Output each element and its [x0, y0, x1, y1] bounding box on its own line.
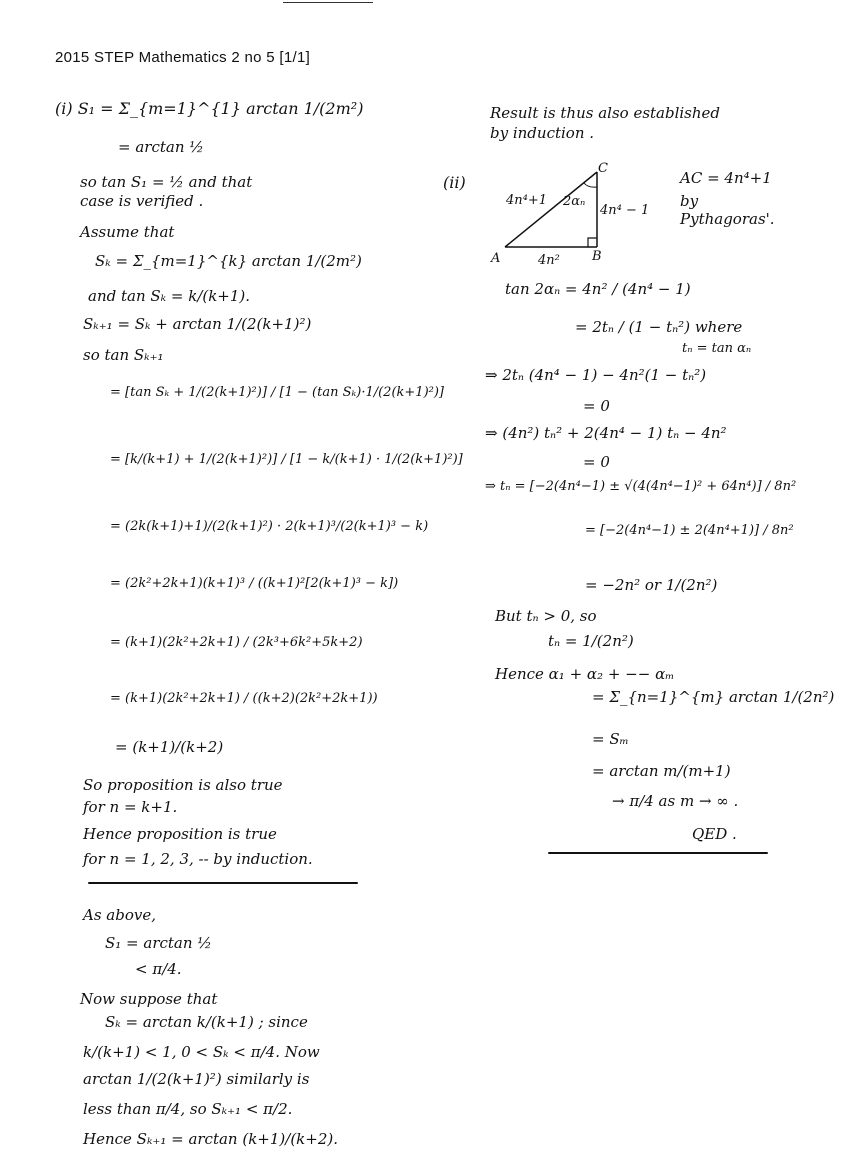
base-label: 4n²: [538, 253, 560, 268]
left-line-8: Sₖ₊₁ = Sₖ + arctan 1/(2(k+1)²): [83, 315, 312, 333]
vertex-c-label: C: [598, 161, 608, 176]
angle-label: 2αₙ: [563, 194, 586, 209]
work-line-6: ⇒ (4n²) tₙ² + 2(4n⁴ − 1) tₙ − 4n²: [485, 424, 727, 442]
left-line-6: Sₖ = Σ_{m=1}^{k} arctan 1/(2m²): [95, 252, 362, 270]
right-intro-2: by induction .: [490, 124, 595, 142]
hypotenuse-label: 4n⁴+1: [506, 193, 548, 208]
left-line-7: and tan Sₖ = k/(k+1).: [88, 287, 251, 305]
right-intro-1: Result is thus also established: [490, 104, 721, 122]
left-line-17: So proposition is also true: [83, 776, 283, 794]
angle-arc: [584, 183, 597, 187]
left-line-5: Assume that: [80, 223, 175, 241]
left-line-10: = [tan Sₖ + 1/(2(k+1)²)] / [1 − (tan Sₖ)·1/(2(k+1)²)]: [110, 385, 444, 400]
left-line-9: so tan Sₖ₊₁: [83, 346, 164, 364]
left-line-3: so tan S₁ = ½ and that: [80, 173, 253, 191]
left-line-4: case is verified .: [80, 192, 204, 210]
left-line-14: = (k+1)(2k²+2k+1) / (2k³+6k²+5k+2): [110, 635, 363, 650]
qed-label: QED .: [692, 825, 737, 843]
page-header: 2015 STEP Mathematics 2 no 5 [1/1]: [55, 49, 311, 66]
bound-line-1: As above,: [83, 906, 156, 924]
vertex-b-label: B: [592, 249, 602, 264]
bound-line-7: arctan 1/(2(k+1)²) similarly is: [83, 1070, 310, 1088]
work-line-15: = Sₘ: [592, 730, 629, 748]
left-line-20: for n = 1, 2, 3, -- by induction.: [83, 850, 313, 868]
work-line-1: tan 2αₙ = 4n² / (4n⁴ − 1): [505, 280, 691, 298]
right-angle-mark: [588, 238, 597, 247]
work-line-7: = 0: [583, 453, 610, 471]
pythagoras-line-2: by: [680, 192, 699, 210]
top-divider: [283, 2, 373, 3]
left-line-12: = (2k(k+1)+1)/(2(k+1)²) · 2(k+1)³/(2(k+1)³ − k): [110, 519, 429, 534]
bound-line-6: k/(k+1) < 1, 0 < Sₖ < π/4. Now: [83, 1043, 320, 1061]
work-line-5: = 0: [583, 397, 610, 415]
work-line-13: Hence α₁ + α₂ + −− αₘ: [495, 665, 675, 683]
bound-line-8: less than π/4, so Sₖ₊₁ < π/2.: [83, 1100, 293, 1118]
left-line-13: = (2k²+2k+1)(k+1)³ / ((k+1)²[2(k+1)³ − k]): [110, 576, 399, 591]
work-line-12: tₙ = 1/(2n²): [548, 632, 634, 650]
vertex-a-label: A: [491, 251, 501, 266]
left-line-1: (i) S₁ = Σ_{m=1}^{1} arctan 1/(2m²): [55, 99, 364, 118]
part-ii-label: (ii): [443, 173, 466, 192]
bound-line-3: < π/4.: [135, 960, 182, 978]
pythagoras-line-1: AC = 4n⁴+1: [680, 169, 772, 187]
work-line-9: = [−2(4n⁴−1) ± 2(4n⁴+1)] / 8n²: [585, 523, 794, 538]
left-line-18: for n = k+1.: [83, 798, 178, 816]
work-line-17: → π/4 as m → ∞ .: [612, 792, 739, 810]
work-line-4: ⇒ 2tₙ (4n⁴ − 1) − 4n²(1 − tₙ²): [485, 366, 707, 384]
bound-line-9: Hence Sₖ₊₁ = arctan (k+1)/(k+2).: [83, 1130, 338, 1148]
bound-line-4: Now suppose that: [80, 990, 218, 1008]
bound-line-2: S₁ = arctan ½: [105, 934, 212, 952]
left-line-15: = (k+1)(2k²+2k+1) / ((k+2)(2k²+2k+1)): [110, 691, 378, 706]
left-divider: [88, 882, 358, 884]
vertical-side-label: 4n⁴ − 1: [600, 203, 650, 218]
work-line-3: tₙ = tan αₙ: [682, 341, 752, 356]
left-line-19: Hence proposition is true: [83, 825, 277, 843]
left-line-16: = (k+1)/(k+2): [115, 738, 224, 756]
work-line-10: = −2n² or 1/(2n²): [585, 576, 718, 594]
left-line-2: = arctan ½: [118, 138, 204, 156]
right-divider: [548, 852, 768, 854]
work-line-11: But tₙ > 0, so: [495, 607, 597, 625]
work-line-16: = arctan m/(m+1): [592, 762, 731, 780]
work-line-14: = Σ_{n=1}^{m} arctan 1/(2n²): [592, 688, 835, 706]
left-line-11: = [k/(k+1) + 1/(2(k+1)²)] / [1 − k/(k+1) · 1/(2(k+1)²)]: [110, 452, 463, 467]
work-line-2: = 2tₙ / (1 − tₙ²) where: [575, 318, 743, 336]
bound-line-5: Sₖ = arctan k/(k+1) ; since: [105, 1013, 308, 1031]
pythagoras-line-3: Pythagoras'.: [680, 210, 775, 228]
work-line-8: ⇒ tₙ = [−2(4n⁴−1) ± √(4(4n⁴−1)² + 64n⁴)] / 8n²: [485, 479, 797, 494]
